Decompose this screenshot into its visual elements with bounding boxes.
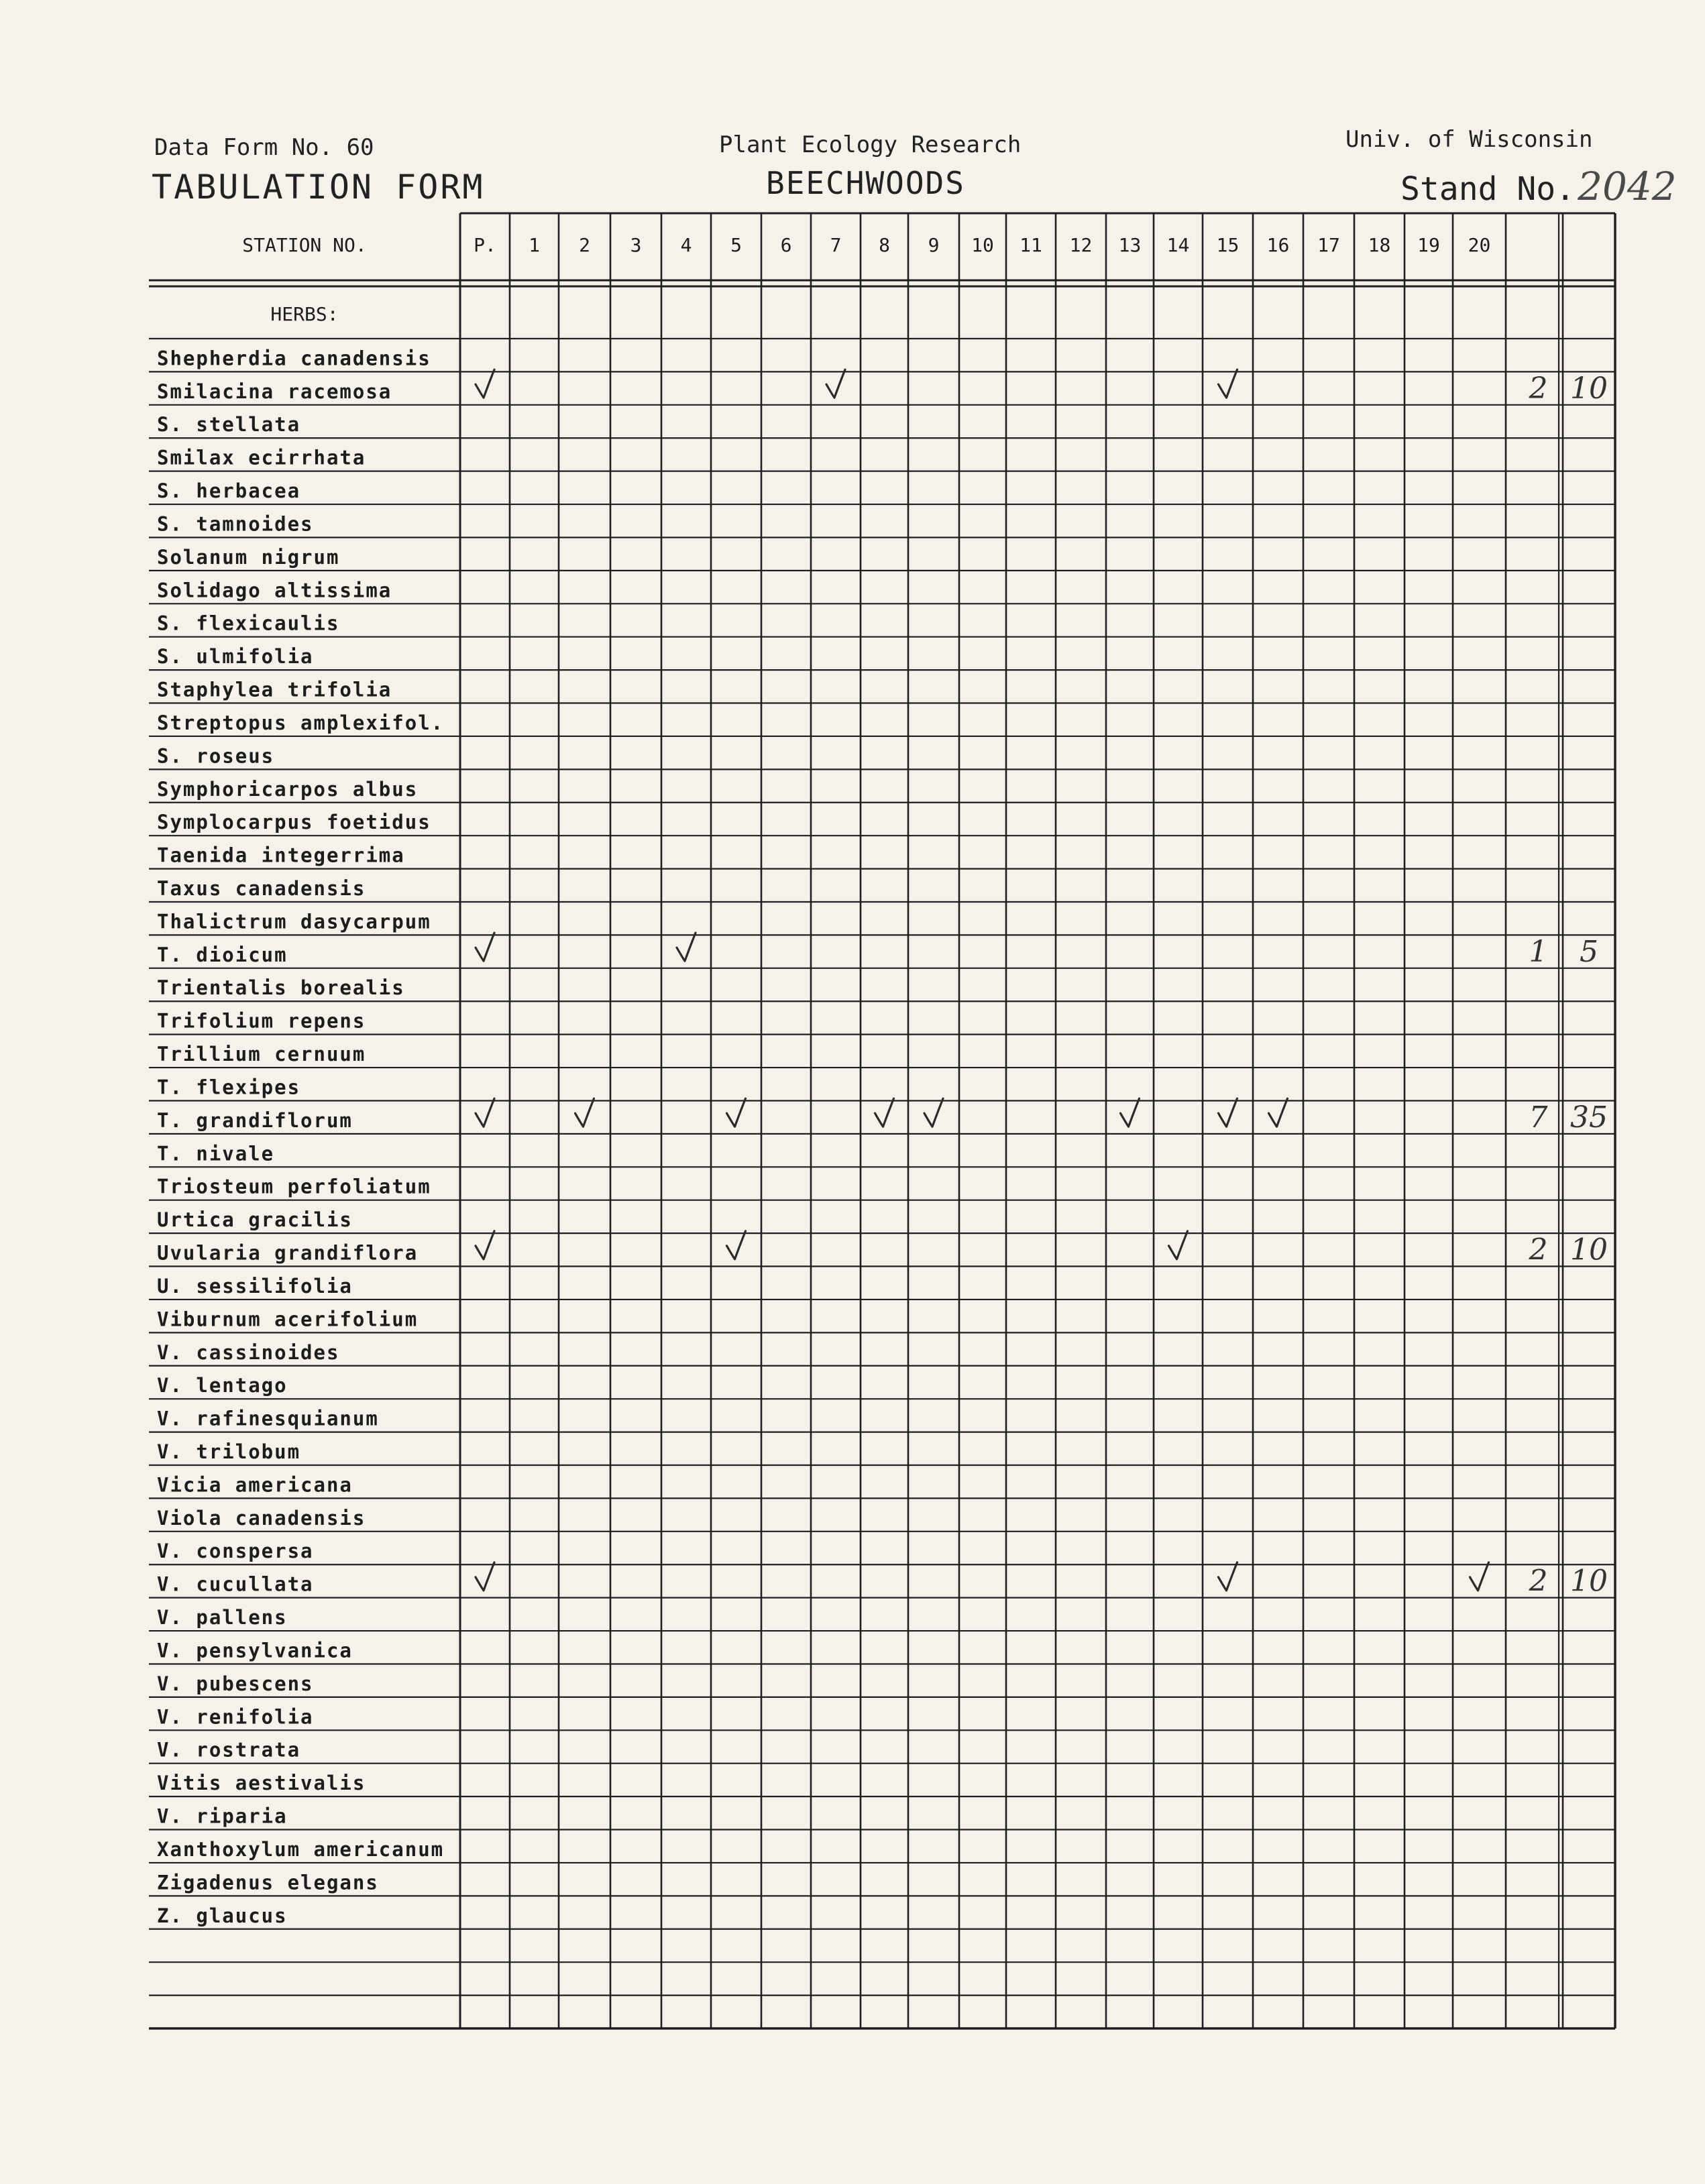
species-name: V. cucullata (157, 1572, 314, 1596)
species-name: T. flexipes (157, 1076, 301, 1099)
check-mark (476, 1098, 494, 1127)
species-name: Vicia americana (157, 1473, 353, 1497)
stand-number-value: 2042 (1578, 164, 1677, 209)
species-name: V. pallens (157, 1606, 288, 1629)
species-name: Trifolium repens (157, 1009, 366, 1033)
column-header: 1 (529, 234, 540, 256)
species-name: Symphoricarpos albus (157, 777, 419, 801)
check-mark (924, 1098, 943, 1127)
species-name: V. cassinoides (157, 1340, 340, 1364)
check-mark (476, 933, 494, 961)
species-name: Uvularia grandiflora (157, 1241, 419, 1265)
row-percent: 10 (1570, 1564, 1608, 1599)
species-name: T. grandiflorum (157, 1108, 353, 1132)
species-name: Trientalis borealis (157, 976, 405, 1000)
check-mark (476, 1231, 494, 1259)
column-header: 5 (730, 234, 742, 256)
column-header: P. (474, 234, 496, 256)
section-label-herbs: HERBS: (270, 303, 339, 325)
species-name: Streptopus amplexifol. (157, 711, 445, 734)
check-mark (1269, 1098, 1288, 1127)
row-total: 7 (1529, 1100, 1548, 1135)
species-name: S. ulmifolia (157, 645, 314, 669)
column-header: 11 (1020, 234, 1042, 256)
species-name: S. flexicaulis (157, 612, 340, 635)
check-mark (1219, 1562, 1238, 1591)
column-header: 12 (1069, 234, 1093, 256)
check-mark (476, 1562, 494, 1591)
station-number-label: STATION NO. (242, 234, 367, 256)
check-mark (727, 1231, 746, 1259)
species-name: V. renifolia (157, 1705, 314, 1729)
check-mark (1219, 1098, 1238, 1127)
check-mark (1470, 1562, 1489, 1591)
species-name: Vitis aestivalis (157, 1772, 366, 1795)
species-name: Viburnum acerifolium (157, 1308, 419, 1331)
column-header: 7 (830, 234, 842, 256)
row-total: 2 (1529, 1232, 1548, 1267)
check-mark (1121, 1098, 1140, 1127)
species-name: Solidago altissima (157, 579, 392, 602)
species-name: Taenida integerrima (157, 844, 405, 867)
row-total: 1 (1529, 934, 1548, 969)
species-name: V. rafinesquianum (157, 1407, 379, 1430)
species-name: Smilacina racemosa (157, 380, 392, 403)
column-header: 16 (1266, 234, 1290, 256)
check-mark (1219, 369, 1238, 398)
row-percent: 10 (1570, 1232, 1608, 1267)
research-heading: Plant Ecology Research (719, 131, 1022, 158)
species-name: S. herbacea (157, 479, 301, 503)
species-name: V. conspersa (157, 1540, 314, 1563)
species-name: V. rostrata (157, 1738, 301, 1762)
column-header: 17 (1317, 234, 1340, 256)
species-name: V. lentago (157, 1374, 288, 1397)
species-name: Z. glaucus (157, 1904, 288, 1927)
stand-number-label: Stand No. (1400, 170, 1576, 208)
species-name: Zigadenus elegans (157, 1871, 379, 1894)
species-name: V. pubescens (157, 1672, 314, 1695)
check-mark (476, 369, 494, 398)
column-header: 19 (1417, 234, 1440, 256)
column-header: 4 (680, 234, 692, 256)
species-name: S. stellata (157, 413, 301, 437)
species-name: T. dioicum (157, 943, 288, 966)
form-title: TABULATION FORM (152, 168, 485, 207)
species-name: Thalictrum dasycarpum (157, 910, 431, 933)
species-name: S. roseus (157, 744, 275, 768)
species-name: U. sessilifolia (157, 1274, 353, 1298)
column-header: 13 (1118, 234, 1142, 256)
check-mark (875, 1098, 894, 1127)
column-header: 20 (1468, 234, 1491, 256)
check-mark (727, 1098, 746, 1127)
species-name: Urtica gracilis (157, 1208, 353, 1232)
check-mark (1169, 1231, 1188, 1259)
species-name: V. riparia (157, 1804, 288, 1828)
species-name: Trillium cernuum (157, 1043, 366, 1066)
row-percent: 10 (1570, 371, 1608, 406)
species-name: Taxus canadensis (157, 877, 366, 900)
row-percent: 35 (1570, 1100, 1608, 1135)
forest-type-heading: BEECHWOODS (766, 165, 965, 201)
species-name: Staphylea trifolia (157, 678, 392, 701)
column-header: 9 (928, 234, 940, 256)
column-header: 8 (879, 234, 890, 256)
species-name: Xanthoxylum americanum (157, 1837, 445, 1861)
row-total: 2 (1529, 1564, 1548, 1599)
column-header: 3 (630, 234, 642, 256)
column-header: 10 (971, 234, 994, 256)
species-name: Triosteum perfoliatum (157, 1175, 431, 1198)
species-name: Smilax ecirrhata (157, 446, 366, 469)
species-name: Solanum nigrum (157, 545, 340, 569)
column-header: 14 (1166, 234, 1190, 256)
form-number: Data Form No. 60 (154, 134, 374, 161)
row-total: 2 (1529, 371, 1548, 406)
species-name: S. tamnoides (157, 512, 314, 536)
institution-label: Univ. of Wisconsin (1345, 126, 1593, 153)
check-mark (575, 1098, 594, 1127)
column-header: 2 (579, 234, 590, 256)
species-name: Shepherdia canadensis (157, 347, 431, 370)
column-header: 18 (1368, 234, 1391, 256)
species-name: T. nivale (157, 1142, 275, 1165)
species-name: Viola canadensis (157, 1506, 366, 1530)
species-name: Symplocarpus foetidus (157, 811, 431, 834)
check-mark (677, 933, 696, 961)
species-name: V. pensylvanica (157, 1639, 353, 1662)
check-mark (826, 369, 845, 398)
column-header: 6 (780, 234, 792, 256)
row-percent: 5 (1580, 934, 1598, 969)
species-name: V. trilobum (157, 1440, 301, 1463)
column-header: 15 (1216, 234, 1240, 256)
